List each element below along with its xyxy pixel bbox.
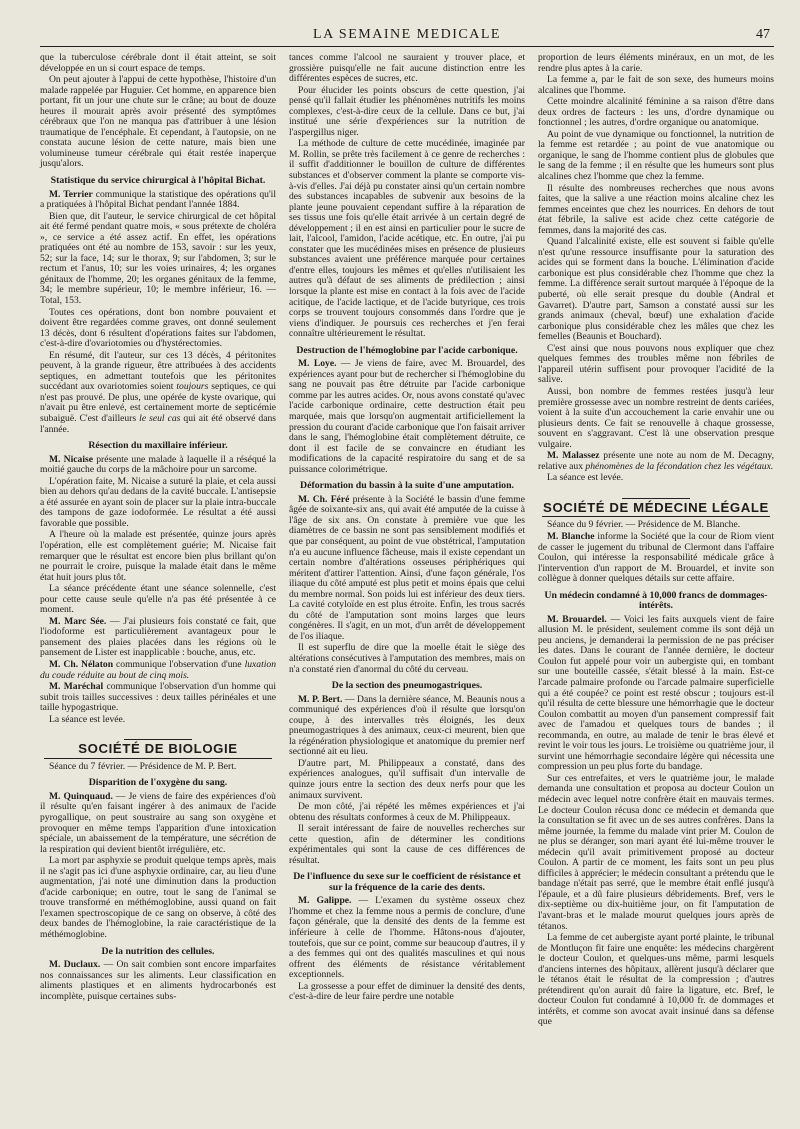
paragraph: La séance est levée. [547,472,624,484]
paragraph: M. Duclaux. — On sait combien sont encore imparfaites nos connaissances sur les aliments. Leur classification en aliments plastiques et en aliments hydrocarbonés est incomplète, puisque certaines subs- [40,959,276,1002]
speaker: M. Duclaux. [49,959,101,971]
paragraph: Il serait intéressant de faire de nouvelles recherches sur cette question, afin de déterminer les conditions expérimentales qui sont la cause de ces différences de résultat. [289,823,525,866]
paragraph: M. P. Bert. — Dans la dernière séance, M. Beaunis nous a communiqué des expériences d'où il résulte que lorsqu'on coupe, à des intervalles très éloignés, les deux pneumogastriques à des animaux, ceux-ci meurent, bien que la régénération physiologique et anatomique du premier nerf sectionné ait eu lieu. [289,693,525,758]
paragraph: M. Loye. — Je viens de faire, avec M. Brouardel, des expériences ayant pour but de rechercher si l'hémoglobine du sang ne pouvait pas être détruite par l'acide carbonique comme par les autres acides. Or, nous avons constaté qu'avec l'acide carbonique ordinaire, cette destruction était peu marquée, mais que lorsqu'on augmentait artificiellement la pression du courant d'acide carbonique que l'on faisait arriver dans le sang, l'hémoglobine était complètement détruite, ce dont il est facile de se convaincre en étudiant les modifications de la capacité respiratoire du sang et de sa puissance colorimétrique. [289,358,525,475]
speaker: M. Terrier [49,188,93,200]
section-title: Destruction de l'hémoglobine par l'acide carbonique. [296,344,518,356]
paragraph: M. Ch. Féré présente à la Société le bassin d'une femme âgée de soixante-six ans, qui avait été amputée de la cuisse à l'âge de six ans. On constate à première vue que les diamètres de ce bassin ne sont pas sensiblement modifiés et que par conséquent, au point de vue obstétrical, l'amputation n'a eu aucune influence fâcheuse, mais il existe cependant un certain nombre d'altérations osseuses périphériques qui méritent d'attirer l'attention. Ainsi, d'une façon générale, l'os iliaque du côté amputé est plus petit et moins épais que celui du membre normal. Son poids lui est inférieur des deux tiers. La cavité cotyloïde en est plus étroite. Enfin, les trous sacrés du côté de l'amputation sont moins larges que leurs congénères. Il s'agit, en un mot, d'un arrêt de développement de l'os iliaque. [289,493,525,642]
session-line: Séance du 9 février. — Présidence de M. Blanche. [547,519,741,531]
speaker: M. Ch. Nélaton [49,658,114,670]
speaker: M. Quinquaud. [49,790,113,802]
paragraph: Toutes ces opérations, dont bon nombre pouvaient et doivent être regardées comme graves, ont donné seulement 13 décès, dont 6 résultent d'opérations faites sur l'abdomen, c'est-à-dire d'ovariotomies ou d'hystérectomies. [40,306,276,350]
column-1 [40,53,276,1029]
section-title: De la nutrition des cellules. [101,945,215,957]
paragraph: M. Ch. Nélaton communique l'observation d'une luxation du coude réduite au bout de cinq mois. [40,658,277,681]
paragraph: La méthode de culture de cette mucédinée, imaginée par M. Rollin, se prête très facilement à ce genre de recherches : il suffit d'additionner le bouillon de culture de différentes substances et d'observer comment la plante se comporte vis-à-vis d'elles. J'ai déjà pu constater ainsi qu'un certain nombre des substances incapables de subvenir aux besoins de la plante jeune pouvaient cependant suffire à la réparation de ses tissus une fois qu'elle était arrivée à un certain degré de développement ; il en est ainsi en particulier pour le sucre de lait, l'alcool, l'amidon, l'acide acétique, etc. En outre, j'ai pu constater que les mucédinées mises en présence de plusieurs substances avaient une préférence marquée pour certaines d'entre elles, toujours les mêmes et qu'elles n'utilisaient les autres qu'à défaut de ses aliments de prédilection ; ainsi lorsque la plante est mise en contact à la fois avec de l'acide acitique, de l'acide lactique, et de l'acide butyrique, ces trois corps se trouvent toujours consommés dans l'ordre que je viens d'indiquer. Je poursuis ces recherches et j'en ferai connaître ultérieurement le résultat. [289,138,525,340]
society-title: SOCIÉTÉ DE MÉDECINE LÉGALE [542,503,770,518]
paragraph: M. Galippe. — L'examen du système osseux chez l'homme et chez la femme nous a permis de conclure, d'une façon générale, que la densité des dents de la femme est inférieure à celle de l'homme. Hâtons-nous d'ajouter, toutefois, que sur ce point, comme sur beaucoup d'autres, il y a des femmes qui ont des qualités masculines et qui nous offrent des éléments de résistance véritablement exceptionnels. [289,895,525,981]
paragraph: Il résulte des nombreuses recherches que nous avons faites, que la salive a une réaction moins alcaline chez les femmes enceintes que chez les nourrices. En dehors de tout état fébrile, la salive est acide chez cette catégorie de femmes, dans la majorité des cas. [538,182,774,236]
paragraph: De mon côté, j'ai répété les mêmes expériences et j'ai obtenu des résultats conformes à ceux de M. Philippeaux. [289,801,525,823]
paragraph: Au point de vue dynamique ou fonctionnel, la nutrition de la femme est retardée ; au point de vue anatomique ou organique, le sang de l'homme contient plus de globules que le sang de la femme ; il en résulte que les humeurs sont plus alcalines chez l'homme que chez la femme. [538,128,774,183]
paragraph: Cette moindre alcalinité féminine a sa raison d'être dans deux ordres de facteurs : les uns, d'ordre dynamique ou fonctionnel ; les autres, d'ordre organique ou anatomique. [538,96,774,129]
paragraph: M. Brouardel. — Voici les faits auxquels vient de faire allusion M. le président, seulement comme ils sont déjà un peu anciens, je demanderai la permission de ne pas préciser les dates. Dans le courant de l'année dernière, le docteur Coulon fut appelé pour voir un aubergiste qui, en tombant sur une bouteille cassée, s'était blessé à la main. Est-ce l'arcade palmaire profonde ou l'arcade palmaire superficielle qui a été coupée? ce point est resté obscur ; toujours est-il qu'il résulta de cette blessure une hémorrhagie que le docteur Coulon combattit au moyen d'un pansement compressif fait avec de l'amadou et quelques tours de bandes ; il recommanda, en outre, au malade de tenir le bras élevé et revint le voir tous les jours. Le troisième ou quatrième jour, il survint une hémorrhagie secondaire légère qui nécessita une compression un peu plus forte du bandage. [538,613,774,773]
paragraph: En résumé, dit l'auteur, sur ces 13 décès, 4 péritonites peuvent, à la grande rigueur, être attribuées à des accidents septiques, en admettant toutefois que les péritonites succédant aux ovariotomies soient toujours septiques, ce qui n'est pas prouvé. De plus, une opérée de kyste ovarique, qui n'avait pu être enlevé, est certainement morte de septicémie subaiguë. C'est d'ailleurs le seul cas qui ait été observé dans l'année. [40,349,276,435]
speaker: M. Marc Sée. [49,615,107,627]
section-title: Un médecin condamné à 10,000 francs de dommages-intérêts. [544,589,768,612]
paragraph: La femme de cet aubergiste ayant porté plainte, le tribunal de Montluçon fit faire une enquête: les médecins chargèrent le docteur Coulon, et quelques-uns même, parmi lesquels d'anciens internes des hôpitaux, allèrent jusqu'à déclarer que le tétanos était le résultat de la compression ; d'autres prétendirent qu'on aurait dû faire la ligature, etc. Bref, le docteur Coulon fut condamné à 10,000 fr. de dommages et intérêts, et comme son avocat avait insinué dans sa défense que [538,932,774,1028]
paragraph: Bien que, dit l'auteur, le service chirurgical de cet hôpital ait été fermé pendant quatre mois, « sous prétexte de choléra », ce service a été assez actif. En effet, les opérations pratiquées ont été au nombre de 153, savoir : sur les yeux, 52; sur la face, 14; sur le thorax, 9; sur l'abdomen, 3; sur le rectum et l'anus, 10; sur les voies urinaires, 4; les organes génitaux de l'homme, 20; les organes génitaux de la femme, 34; le membre supérieur, 10; le membre inférieur, 16. — Total, 153. [40,210,276,306]
section-title: Déformation du bassin à la suite d'une amputation. [300,480,514,492]
paragraph: Pour élucider les points obscurs de cette question, j'ai pensé qu'il fallait étudier les phénomènes nutritifs les moins complexes, c'est-à-dire ceux de la cellule. Dans ce but, j'ai institué une série d'expériences sur la nutrition de l'aspergillus niger. [289,84,525,138]
paragraph: M. Terrier communique la statistique des opérations qu'il a pratiquées à l'hôpital Bichat pendant l'année 1884. [40,188,276,211]
paragraph: Quand l'alcalinité existe, elle est souvent si faible qu'elle n'est qu'une ressource insuffisante pour la saturation des acides qui se forment dans la bouche. L'élimination d'acide carbonique est plus considérable chez l'homme que chez la femme. La différence serait surtout marquée à l'époque de la puberté, où elle serait presque du double (Andral et Gavarret). D'autre part, Samson a constaté aussi sur les grands animaux (cheval, bœuf) une exhalation d'acide carbonique plus considérable chez les mâles que chez les femelles (Beaunis et Bouchard). [538,236,774,343]
paragraph: tances comme l'alcool ne sauraient y trouver place, et grossière puisqu'elle ne fait aucune distinction entre les différentes espèces de sucres, etc. [289,52,525,85]
paragraph: La grossesse a pour effet de diminuer la densité des dents, c'est-à-dire de leur faire perdre une notable [289,980,525,1003]
paragraph: On peut ajouter à l'appui de cette hypothèse, l'histoire d'un malade rappelée par Huguier. Cet homme, en apparence bien portant, fit un jour une chute sur le crâne; au bout de douze heures il mourait après avoir présenté des symptômes cérébraux que l'on ne manqua pas d'attribuer à une lésion traumatique de l'encéphale. Et cependant, à l'autopsie, on ne constata aucune lésion de cette nature, mais bien une volumineuse tumeur cérébrale qui était restée inaperçue jusqu'alors. [40,74,276,170]
paragraph: La séance est levée. [49,713,126,725]
section-title: De la section des pneumogastriques. [331,680,483,692]
journal-title: LA SEMAINE MEDICALE [313,27,501,42]
paragraph: La séance précédente étant une séance solennelle, c'est pour cette cause seule qu'elle n'a pas été présentée à ce moment. [40,583,276,616]
paragraph: que la tuberculose cérébrale dont il était atteint, se soit développée en un si court espace de temps. [40,52,276,74]
speaker: M. Galippe. [298,895,352,907]
paragraph: M. Nicaise présente une malade à laquelle il a réséqué la moitié gauche du corps de la mâchoire pour un sarcome. [40,453,276,476]
session-line: Séance du 7 février. — Présidence de M. P. Bert. [49,760,237,772]
paragraph: A l'heure où la malade est présentée, quinze jours après l'opération, elle est complètement guérie; M. Nicaise fait remarquer que le résultat est encore bien plus brillant qu'on ne pourrait le croire, puisque la malade était dans le même état huit jours plus tôt. [40,529,276,583]
rule [124,739,192,740]
paragraph: proportion de leurs éléments minéraux, en un mot, de les rendre plus aptes à la carie. [538,52,774,74]
column-3 [538,53,774,1029]
paragraph: Sur ces entrefaites, et vers le quatrième jour, le malade demanda une consultation et proposa au docteur Coulon un médecin avec lequel notre confrère était en mauvais termes. Le docteur Coulon récusa donc ce médecin et demanda que la consultation se fit avec un de ses autres confrères. Dans la même journée, la femme du malade vint prier M. Coulon de ne plus se déranger, son mari ayant été lui-même trouver le médecin qu'il avait primitivement proposé au docteur Coulon. A partir de ce moment, les faits sont un peu plus difficiles à apprécier; le médecin consultant a prétendu que le bandage n'était pas serré, que le membre était enflé jusqu'à l'épaule, et a dû faire plusieurs débridements. Bref, vers le dix-septième ou dix-huitième jour, on fit l'amputation de l'avant-bras et le malade mourut quelques jours après de tétanos. [538,772,774,932]
speaker: M. P. Bert. [298,693,343,705]
society-header [40,739,276,759]
section-title: Résection du maxillaire inférieur. [88,440,228,452]
paragraph: C'est ainsi que nous pouvons nous expliquer que chez quelques femmes des troubles même non fébriles de l'appareil utérin suffisent pour provoquer l'acidité de la salive. [538,342,774,386]
paragraph: M. Quinquaud. — Je viens de faire des expériences d'où il résulte qu'en faisant ingérer à des animaux de l'acide pyrogallique, on peut soustraire au sang son oxygène et provoquer en même temps l'apparition d'une intoxication spéciale, un abaissement de la température, une sécrétion de la respiration qui devient bientôt irrégulière, etc. [40,790,276,855]
column-2 [289,53,525,1029]
speaker: M. Loye. [298,358,337,370]
section-title: Disparition de l'oxygène du sang. [88,777,228,789]
rule [622,498,690,499]
speaker: M. Ch. Féré [298,493,350,505]
society-header [538,498,774,518]
speaker: M. Nicaise [49,453,93,465]
page-header [40,26,774,47]
speaker: M. Brouardel. [547,613,607,625]
paragraph: Il est superflu de dire que la moelle était le siège des altérations consécutives à l'amputation des membres, mais on n'a constaté rien d'anormal du côté du cerveau. [289,642,525,675]
paragraph: La femme a, par le fait de son sexe, des humeurs moins alcalines que l'homme. [538,74,774,96]
speaker: M. Blanche [547,530,595,542]
section-title: De l'influence du sexe sur le coefficient de résistance et sur la fréquence de la carie des dents. [293,871,521,893]
society-title: SOCIÉTÉ DE BIOLOGIE [44,744,272,759]
paragraph: D'autre part, M. Philippeaux a constaté, dans des expériences analogues, qu'il suffisait d'un intervalle de quinze jours entre la section des deux nerfs pour que les animaux survivent. [289,757,525,801]
paragraph: La mort par asphyxie se produit quelque temps après, mais il ne s'agit pas ici d'une asphyxie ordinaire, car, au lieu d'une augmentation, j'ai noté une diminution dans la production d'acide carbonique; en outre, tout le sang de l'animal se trouve transformé en méthémoglobine, aussi quand on fait l'examen spectroscopique de ce sang on observe, à côté des deux bandes de l'hémoglobine, la raie caractéristique de la méthémoglobine. [40,855,276,940]
text-columns [40,53,774,1029]
paragraph: M. Marc Sée. — J'ai plusieurs fois constaté ce fait, que l'iodoforme est particulièrement avantageux pour le pansement des plaies placées dans les régions où le pansement de Lister est inapplicable : bouche, anus, etc. [40,615,276,659]
paragraph: M. Blanche informe la Société que la cour de Riom vient de casser le jugement du tribunal de Clermont dans l'affaire Coulon, qui intéresse la responsabilité médicale grâce à l'intervention d'un rapport de M. Brouardel, et invite son collègue à donner quelques détails sur cette affaire. [538,530,774,585]
paragraph: Aussi, bon nombre de femmes restées jusqu'à leur première grossesse avec un nombre restreint de dents cariées, voient à la suite d'un accouchement la carie envahir une ou plusieurs dents. Ce fait se renouvelle à chaque grossesse, souvent en s'aggravant. C'est là une observation presque vulgaire. [538,385,774,450]
speaker: M. Maréchal [49,681,104,693]
page-number: 47 [756,27,770,42]
speaker: M. Malassez [547,450,600,462]
section-title: Statistique du service chirurgical à l'hôpital Bichat. [50,175,266,187]
paragraph: L'opération faite, M. Nicaise a suturé la plaie, et cela aussi bien au dehors qu'au dedans de la cavité buccale. L'antisepsie a été assurée en ayant soin de placer sur la plaie intra-buccale des tampons de gaze iodoformée. Le résultat a été aussi favorable que possible. [40,475,276,529]
paragraph: M. Malassez présente une note au nom de M. Decagny, relative aux phénomènes de la fécondation chez les végétaux. [538,450,774,472]
paragraph: M. Maréchal communique l'observation d'un homme qui subit trois tailles successives : deux tailles périnéales et une taille hypogastrique. [40,681,276,714]
